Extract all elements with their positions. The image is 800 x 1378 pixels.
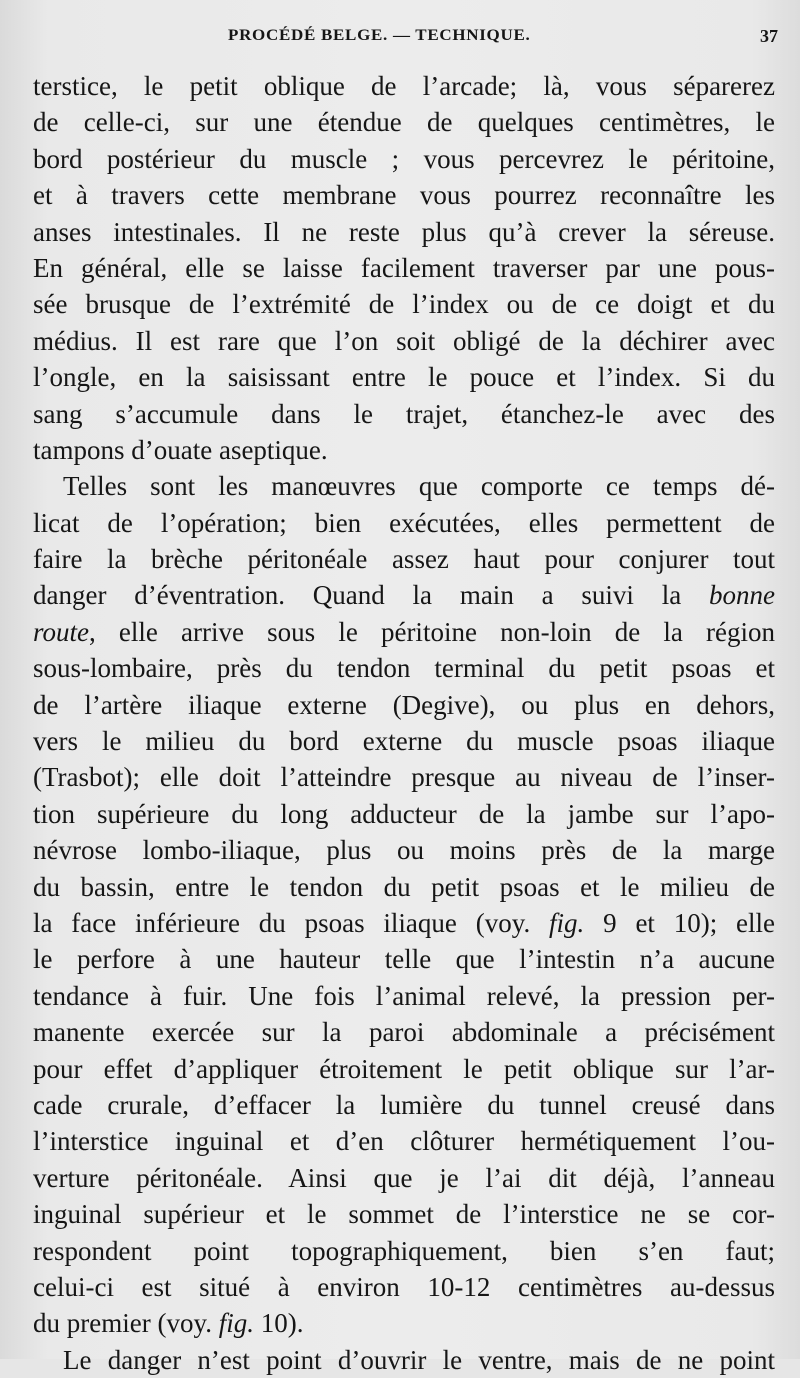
page-number: 37: [760, 26, 778, 46]
text-line: verture péritonéale. Ainsi que je l’ai dit déjà, l’anneau: [33, 1162, 775, 1193]
text-line: bord postérieur du muscle ; vous percevrez le péritoine,: [33, 143, 775, 174]
text-line: Le danger n’est point d’ouvrir le ventre, mais de ne point: [63, 1344, 775, 1375]
italic-segment: route: [33, 616, 89, 647]
text-segment: du premier (voy.: [33, 1308, 212, 1339]
text-segment: 10).: [260, 1308, 304, 1339]
text-segment: la face inférieure du psoas iliaque (voy.: [33, 907, 531, 938]
text-line: médius. Il est rare que l’on soit obligé de la déchirer avec: [33, 325, 775, 356]
text-segment: , elle arrive sous le péritoine non-loin de la région: [89, 616, 775, 647]
text-line: anses intestinales. Il ne reste plus qu’à crever la séreuse.: [33, 216, 775, 247]
text-line: l’interstice inguinal et d’en clôturer hermétiquement l’ou-: [33, 1126, 775, 1157]
running-title: PROCÉDÉ BELGE. — TECHNIQUE.: [228, 26, 531, 44]
text-line: sée brusque de l’extrémité de l’index ou de ce doigt et du: [33, 289, 775, 320]
text-line: manente exercée sur la paroi abdominale a précisément: [33, 1017, 775, 1048]
text-line: [33, 577, 775, 613]
text-line: pour effet d’appliquer étroitement le petit oblique sur l’ar-: [33, 1053, 775, 1084]
text-line: faire la brèche péritonéale assez haut pour conjurer tout: [33, 544, 775, 575]
text-line: [33, 905, 775, 941]
text-line: celui-ci est situé à environ 10-12 centimètres au-dessus: [33, 1271, 775, 1302]
text-line: tion supérieure du long adducteur de la jambe sur l’apo-: [33, 798, 775, 829]
text-line: sang s’accumule dans le trajet, étanchez-le avec des: [33, 398, 775, 429]
text-line: licat de l’opération; bien exécutées, elles permettent de: [33, 507, 775, 538]
body-text: [33, 68, 776, 1375]
text-line: vers le milieu du bord externe du muscle psoas iliaque: [33, 726, 775, 757]
running-head: [0, 26, 800, 50]
text-segment: danger d’éventration. Quand la main a suivi la: [33, 580, 682, 611]
text-line: inguinal supérieur et le sommet de l’interstice ne se cor-: [33, 1199, 775, 1230]
text-line: respondent point topographiquement, bien s’en faut;: [33, 1235, 775, 1266]
text-line: névrose lombo-iliaque, plus ou moins près de la marge: [33, 835, 775, 866]
text-line: l’ongle, en la saisissant entre le pouce et l’index. Si du: [33, 362, 775, 393]
text-line: terstice, le petit oblique de l’arcade; là, vous séparerez: [33, 71, 775, 101]
text-line: [33, 1305, 775, 1341]
text-line: cade crurale, d’effacer la lumière du tunnel creusé dans: [33, 1089, 775, 1120]
text-line: [33, 614, 775, 650]
text-line: tampons d’ouate aseptique.: [33, 434, 328, 465]
italic-segment: fig.: [218, 1308, 254, 1339]
text-line: sous-lombaire, près du tendon terminal du petit psoas et: [33, 653, 775, 684]
text-line: tendance à fuir. Une fois l’animal relevé, la pression per-: [33, 980, 775, 1011]
text-line: de celle-ci, sur une étendue de quelques centimètres, le: [33, 107, 775, 138]
text-line: le perfore à une hauteur telle que l’intestin n’a aucune: [33, 944, 775, 975]
text-line: En général, elle se laisse facilement traverser par une pous-: [33, 252, 775, 283]
italic-segment: fig.: [549, 907, 585, 938]
italic-segment: bonne: [709, 580, 775, 611]
text-segment: 9 et 10); elle: [603, 907, 776, 938]
text-line: de l’artère iliaque externe (Degive), ou plus en dehors,: [33, 689, 775, 720]
text-line: du bassin, entre le tendon du petit psoas et le milieu de: [33, 871, 775, 902]
text-line: Telles sont les manœuvres que comporte ce temps dé-: [63, 471, 775, 502]
text-line: (Trasbot); elle doit l’atteindre presque au niveau de l’inser-: [33, 762, 775, 793]
text-line: et à travers cette membrane vous pourrez reconnaître les: [33, 180, 775, 211]
